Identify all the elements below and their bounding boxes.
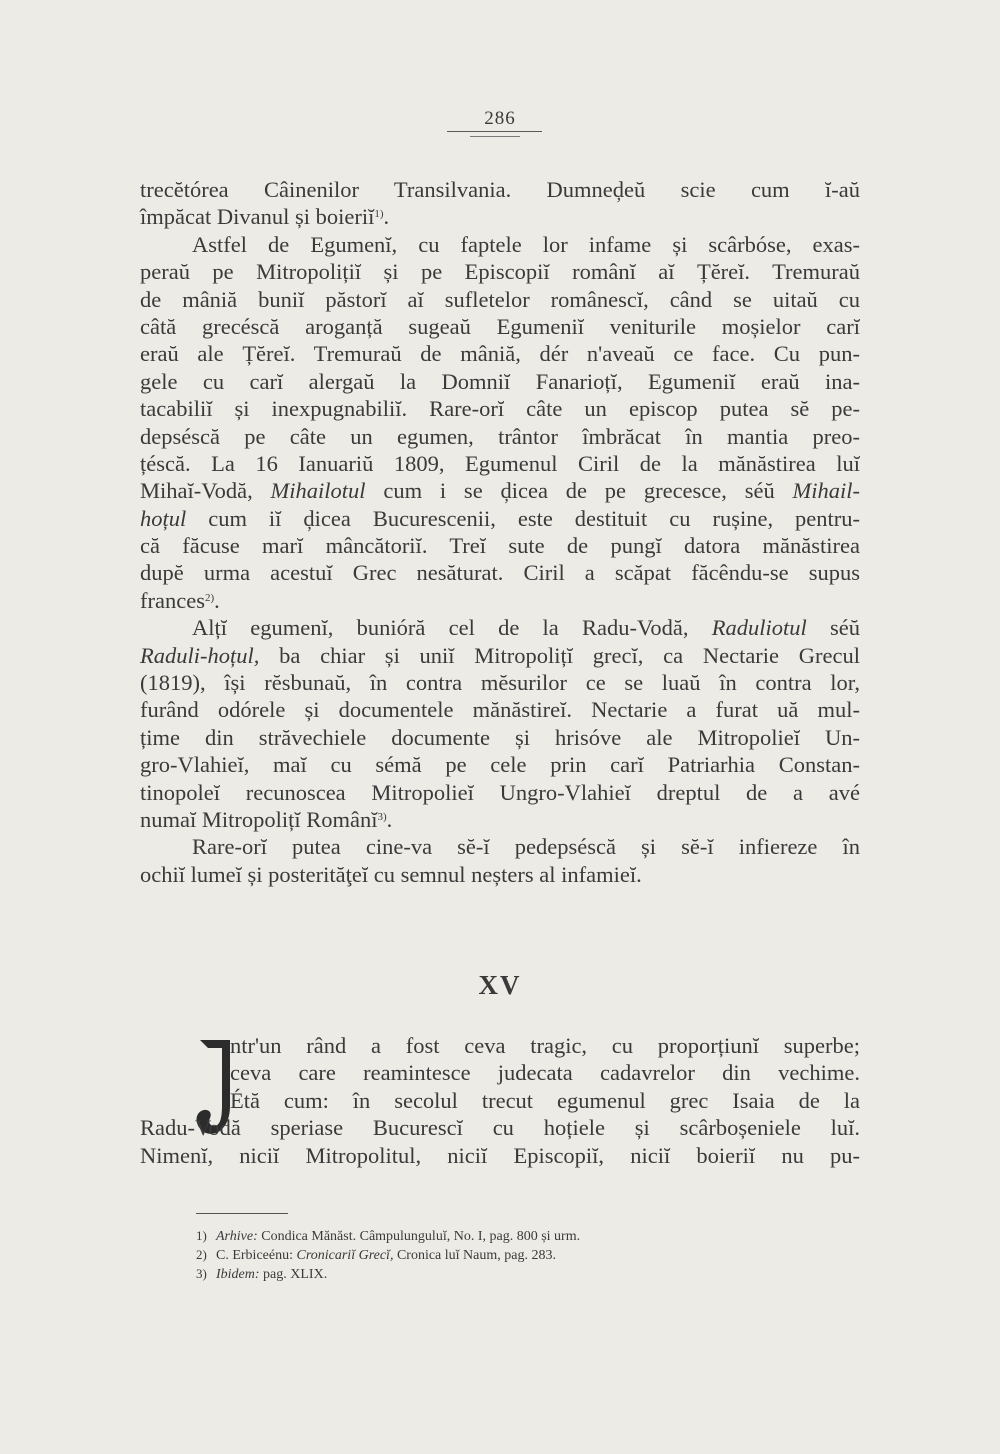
text-line: tacabiliĭ și inexpugnabiliĭ. Rare-orĭ câte un episcop putea sĕ pe- (140, 396, 860, 422)
text-line: furând odórele și documentele mănăstireĭ. Nectarie a furat uă mul- (140, 697, 860, 723)
text-line: Rare-orĭ putea cine-va sĕ-ĭ pedepséscă și sĕ-ĭ infiereze în (192, 834, 860, 860)
text-line: trecĕtórea Câinenilor Transilvania. Dumneḑeŭ scie cum ĭ-aŭ (140, 177, 860, 202)
text-line: frances$^{2)}$. (140, 587, 220, 613)
text-line: gele cu carĭ alergaŭ la Domniĭ Fanarioțĭ, Egumeniĭ eraŭ ina- (140, 368, 860, 394)
text-line: eraŭ ale Țĕreĭ. Tremuraŭ de mâniă, dér n'aveaŭ ce face. Cu pun- (140, 341, 860, 367)
text-line: peraŭ pe Mitropolițiĭ și pe Episcopiĭ românĭ aĭ Țĕreĭ. Tremuraŭ (140, 259, 860, 285)
footnote-ref[interactable]: 2) (204, 591, 215, 604)
text-line: ntr'un rând a fost ceva tragic, cu proporțiunĭ superbe; (230, 1033, 860, 1058)
text-line: de mâniă buniĭ păstorĭ aĭ sufletelor românescĭ, când se uitaŭ cu (140, 286, 860, 312)
italic-name: Mihailotul (270, 478, 366, 504)
text-line: Alțĭ egumenĭ, bunióră cel de la Radu-Vodă, Raduliotul séŭ (192, 615, 861, 641)
footnote: 1) Arhive: Condica Mănăst. Câmpulunguluĭ, No. I, pag. 800 și urm. (196, 1228, 581, 1244)
footnote-rule (196, 1213, 288, 1214)
footnote-ref[interactable]: 3) (377, 810, 387, 823)
footnote-ref[interactable]: 1) (374, 208, 384, 221)
chapter-text (140, 1032, 860, 1169)
italic-name: Raduli-hoțul, (140, 642, 260, 668)
text-line: că făcuse marĭ mâncătoriĭ. Treĭ sute de pungĭ datora mănăstirea (140, 533, 860, 559)
text-line: ochiĭ lumeĭ și posterităţeĭ cu semnul neșters al infamieĭ. (140, 861, 642, 887)
text-line: Nimenĭ, niciĭ Mitropolitul, niciĭ Episcopiĭ, niciĭ boieriĭ nu pu- (140, 1142, 860, 1168)
footnote: 2) C. Erbiceénu: Cronicariĭ Grecĭ, Cronica luĭ Naum, pag. 283. (196, 1247, 556, 1263)
text-line: Radu-Vodă speriase Bucurescĭ cu hoțiele și scârboșeniele luĭ. (140, 1115, 860, 1141)
text-line: tinopoleĭ recunoscea Mitropolieĭ Ungro-Vlahieĭ dreptul de a avé (140, 779, 860, 805)
text-line: împăcat Divanul și boieriĭ$^{1)}$. (140, 204, 390, 230)
text-line: ceva care reamintesce judecata cadavrelor din vechime. (230, 1060, 860, 1086)
text-line: Mihaĭ-Vodă, Mihailotul cum i se ḑicea de pe grecesce, séŭ Mihail- (140, 478, 861, 504)
text-line: țime din străvechiele documente și hrisóve ale Mitropolieĭ Un- (140, 724, 860, 750)
text-line: câtă grecéscă aroganță sugeaŭ Egumeniĭ veniturile moșielor carĭ (140, 313, 860, 339)
text-line: gro-Vlahieĭ, maĭ cu sémă pe cele prin carĭ Patriarhia Constan- (140, 752, 860, 778)
page-number: 286 (484, 108, 516, 129)
text-line: numaĭ Mitropolițĭ Românĭ$^{3)}$. (140, 806, 393, 832)
page-number-rule-short (470, 136, 520, 137)
text-line: țéscă. La 16 Ianuariŭ 1809, Egumenul Ciril de la mănăstirea luĭ (140, 450, 860, 476)
page-number-rule (447, 131, 542, 132)
italic-name: hoțul (140, 505, 187, 531)
text-line: dupĕ urma acestuĭ Grec nesăturat. Ciril a scăpat făcêndu-se supus (140, 560, 860, 586)
footnote: 3) Ibidem: pag. XLIX. (196, 1266, 328, 1282)
text-line: hoțul cum iĭ ḑicea Bucurescenii, este destituit cu rușine, pentru- (140, 505, 860, 531)
italic-name: Mihail- (792, 478, 861, 504)
text-line: Raduli-hoțul, ba chiar și uniĭ Mitropolițĭ grecĭ, ca Nectarie Grecul (140, 642, 860, 668)
text-line: (1819), își rĕsbunaŭ, în contra mĕsurilor ce se luaŭ în contra lor, (140, 670, 860, 696)
text-line: depséscă pe câte un egumen, trântor îmbrăcat în mantia preo- (140, 423, 860, 449)
body-text (140, 176, 860, 888)
italic-name: Raduliotul (711, 615, 807, 641)
text-line: Astfel de Egumenĭ, cu faptele lor infame și scârbóse, exas- (192, 231, 860, 257)
footnotes (196, 1226, 796, 1283)
chapter-heading: XV (478, 970, 522, 1000)
text-line: Étă cum: în secolul trecut egumenul grec Isaia de la (230, 1087, 860, 1113)
